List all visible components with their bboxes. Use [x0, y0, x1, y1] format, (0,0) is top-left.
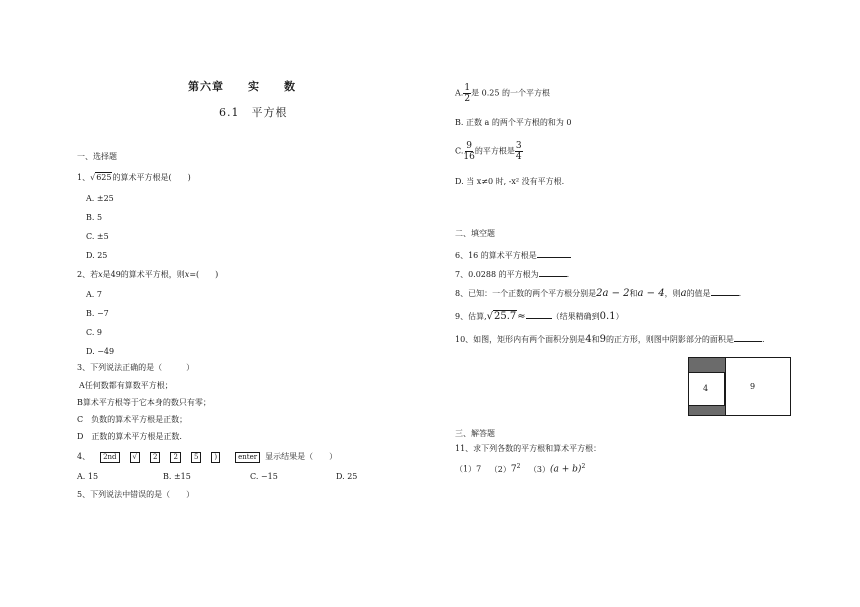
key-2nd: 2nd [100, 452, 119, 463]
q11-item-3-exp: 2 [581, 463, 586, 470]
q4-option-b: B. ±15 [163, 472, 191, 481]
q11-items [455, 462, 585, 475]
q5-option-c [455, 141, 523, 162]
square-area-4 [689, 372, 725, 406]
q1-text: 的算术平方根是( ) [112, 173, 191, 182]
key-5: 5 [191, 452, 201, 463]
rectangle-diagram [688, 357, 791, 416]
q2-mid2: 的算术平方根，则 [120, 270, 185, 279]
q5c-numerator: 9 [466, 141, 472, 151]
q5a-label: A. [455, 88, 464, 98]
question-8: 8、已知：一个正数的两个平方根分别是2a − 2和a − 4，则a的值是 . [455, 288, 742, 299]
q7-blank[interactable] [539, 268, 567, 277]
chapter-title: 第六章 实 数 [188, 80, 296, 93]
q11-item-3-label: （3） [528, 464, 551, 474]
q2-option-a: A. 7 [86, 290, 102, 299]
q6-blank[interactable] [537, 249, 571, 258]
q1-radicand: 625 [96, 173, 112, 182]
q2-number: 49 [110, 270, 121, 279]
square-area-9 [725, 358, 790, 415]
q10-blank[interactable] [734, 333, 762, 342]
square-9-label: 9 [750, 382, 756, 391]
part1-heading: 一、选择题 [77, 152, 117, 161]
q9-blank[interactable] [526, 310, 552, 319]
q2-option-d: D. −49 [86, 347, 115, 356]
q9-pre: 9、估算, [455, 312, 487, 321]
q1-option-c: C. ±5 [86, 232, 109, 241]
key-2b: 2 [170, 452, 180, 463]
q8-pre: 8、已知：一个正数的两个平方根分别是 [455, 289, 597, 298]
q3-option-b: B算术平方根等于它本身的数只有零； [77, 398, 211, 407]
q10-post: 的正方形，则图中阴影部分的面积是 [605, 335, 734, 344]
shaded-region-top [689, 358, 725, 372]
q5a-text: 是 0.25 的一个平方根 [471, 88, 550, 98]
q5c-fraction2 [515, 141, 523, 162]
key-paren: ) [211, 452, 220, 463]
q8-mid: ，则 [664, 289, 681, 298]
q1-number: 1、 [77, 173, 91, 182]
question-11: 11、求下列各数的平方根和算术平方根： [455, 444, 602, 453]
q9-post: （结果精确到 [551, 312, 600, 321]
q5a-fraction [463, 83, 471, 104]
q5c-denominator: 16 [463, 152, 475, 162]
question-1 [77, 173, 191, 183]
q5-option-b: B. 正数 a 的两个平方根的和为 0 [455, 118, 572, 127]
q9-close: ） [615, 312, 624, 321]
q4-number: 4、 [77, 452, 91, 461]
part2-heading: 二、填空题 [455, 229, 495, 238]
q10-and: 和 [591, 335, 600, 344]
q2-pre: 2、若 [77, 270, 99, 279]
q9-sqrt: √25.7 [486, 311, 517, 322]
q5c-text: 的平方根是 [474, 146, 515, 156]
key-sqrt: √ [130, 452, 140, 463]
square-4-label: 4 [703, 384, 709, 393]
q10-n1: 4 [585, 334, 592, 345]
q5a-numerator: 1 [464, 83, 471, 93]
q9-approx: ≈ [517, 311, 526, 322]
q1-option-d: D. 25 [86, 251, 108, 260]
q2-post: =( ) [189, 270, 219, 279]
q4-option-d: D. 25 [336, 472, 358, 481]
q2-option-c: C. 9 [86, 328, 103, 337]
q6-text: 6、16 的算术平方根是 [455, 251, 537, 260]
section-title: 6.1 平方根 [219, 106, 288, 119]
question-2 [77, 270, 218, 280]
q5c-fraction [463, 141, 474, 162]
q7-text: 7、0.0288 的平方根为 [455, 270, 539, 279]
q1-option-a: A. ±25 [86, 194, 114, 203]
q8-post: 的值是 [686, 289, 711, 298]
q2-mid: 是 [102, 270, 111, 279]
q4-post: 显示结果是（ ） [265, 452, 338, 461]
question-3: 3、下列说法正确的是（ ） [77, 363, 195, 372]
q8-expr2: a − 4 [637, 288, 665, 299]
q9-precision: 0.1 [599, 311, 616, 322]
question-5: 5、下列说法中错误的是（ ） [77, 490, 195, 499]
key-2a: 2 [150, 452, 160, 463]
q4-option-a: A. 15 [77, 472, 99, 481]
q5c-numerator2: 3 [515, 141, 522, 151]
q10-n2: 9 [599, 334, 606, 345]
q5-option-d: D. 当 x≠0 时, -x² 没有平方根. [455, 177, 565, 186]
q3-option-c: C 负数的算术平方根是正数； [77, 415, 188, 424]
q1-sqrt: √625 [90, 173, 112, 182]
q8-expr1: 2a − 2 [596, 288, 630, 299]
shaded-region-bottom [689, 406, 725, 415]
q8-blank[interactable] [711, 287, 739, 296]
question-4 [77, 452, 337, 463]
q5c-label: C. [455, 146, 464, 156]
q2-option-b: B. −7 [86, 309, 109, 318]
q5a-denominator: 2 [464, 94, 471, 104]
q11-item-2-base: 7 [510, 464, 517, 475]
q11-item-1: （1）7 [455, 464, 482, 474]
q3-option-a: A任何数都有算数平方根； [79, 381, 173, 390]
q8-and: 和 [629, 289, 638, 298]
q11-item-2-label: （2） [489, 464, 511, 474]
question-10: 10、如图，矩形内有两个面积分别是4和9的正方形，则图中阴影部分的面积是 . [455, 334, 765, 345]
q5c-denominator2: 4 [515, 152, 522, 162]
q1-option-b: B. 5 [86, 213, 103, 222]
q3-option-d: D 正数的算术平方根是正数. [77, 432, 182, 441]
q9-radicand: 25.7 [494, 311, 517, 322]
q5-option-a [455, 83, 550, 104]
q2-var2: x [184, 270, 190, 279]
q10-pre: 10、如图，矩形内有两个面积分别是 [455, 335, 586, 344]
question-6 [455, 249, 571, 261]
q11-item-3-expr: (a + b) [550, 464, 582, 475]
question-7: 7、0.0288 的平方根为 . [455, 270, 570, 279]
q8-var: a [680, 288, 687, 299]
q2-var: x [98, 270, 103, 279]
part3-heading: 三、解答题 [455, 429, 495, 438]
q4-option-c: C. −15 [250, 472, 278, 481]
key-enter: enter [235, 452, 260, 463]
question-9 [455, 310, 624, 322]
q11-item-2-exp: 2 [516, 463, 521, 470]
